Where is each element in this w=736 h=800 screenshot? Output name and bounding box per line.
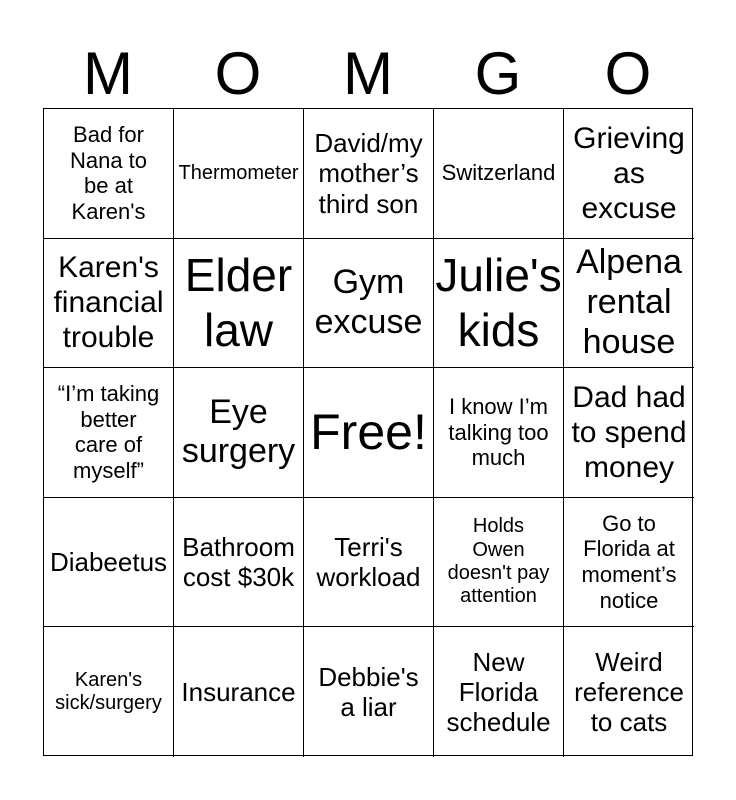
- bingo-cell[interactable]: Elder law: [174, 239, 304, 369]
- bingo-header: [43, 40, 693, 108]
- bingo-cell[interactable]: Debbie's a liar: [304, 627, 434, 757]
- header-letter-o: O: [214, 40, 262, 107]
- bingo-cell[interactable]: I know I’m talking too much: [434, 368, 564, 498]
- header-letter-g: G: [474, 40, 522, 107]
- bingo-cell[interactable]: Grieving as excuse: [564, 109, 694, 239]
- bingo-cell[interactable]: David/my mother’s third son: [304, 109, 434, 239]
- bingo-board: [43, 108, 693, 756]
- bingo-cell[interactable]: Terri's workload: [304, 498, 434, 628]
- bingo-cell[interactable]: Holds Owen doesn't pay attention: [434, 498, 564, 628]
- bingo-cell[interactable]: Dad had to spend money: [564, 368, 694, 498]
- bingo-cell[interactable]: Bathroom cost $30k: [174, 498, 304, 628]
- bingo-cell[interactable]: Karen's financial trouble: [44, 239, 174, 369]
- bingo-cell[interactable]: Go to Florida at moment’s notice: [564, 498, 694, 628]
- header-letter-m: M: [83, 40, 133, 107]
- bingo-cell[interactable]: Weird reference to cats: [574, 646, 684, 738]
- header-letter-m-2: M: [343, 40, 393, 107]
- bingo-cell-free[interactable]: Free!: [304, 368, 434, 498]
- bingo-cell[interactable]: Gym excuse: [304, 239, 434, 369]
- header-letter-o-2: O: [604, 40, 652, 107]
- bingo-cell[interactable]: Alpena rental house: [564, 239, 694, 369]
- bingo-cell[interactable]: Diabeetus: [44, 498, 174, 628]
- bingo-cell[interactable]: Thermometer: [174, 109, 304, 239]
- bingo-cell[interactable]: Karen's sick/surgery: [44, 627, 174, 757]
- bingo-cell[interactable]: New Florida schedule: [434, 627, 564, 757]
- bingo-cell[interactable]: Insurance: [174, 627, 304, 757]
- bingo-cell[interactable]: Switzerland: [434, 109, 564, 239]
- bingo-cell[interactable]: Julie's kids: [434, 239, 564, 369]
- bingo-cell[interactable]: Eye surgery: [174, 368, 304, 498]
- bingo-cell[interactable]: Bad for Nana to be at Karen's: [44, 109, 174, 239]
- bingo-cell[interactable]: “I’m taking better care of myself”: [44, 368, 174, 498]
